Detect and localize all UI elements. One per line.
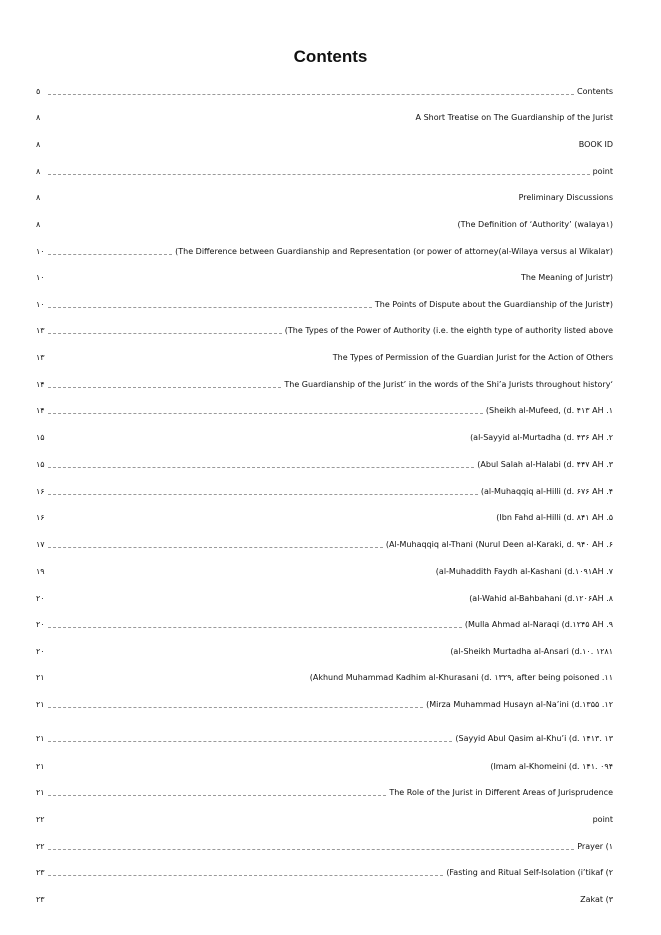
toc-entry[interactable] bbox=[36, 485, 613, 497]
toc-entry-title: (Al-Muhaqqiq al-Thani (Nurul Deen al-Karaki, d. ٩۴٠ AH .۶ bbox=[385, 540, 613, 549]
toc-entry-title: A Short Treatise on The Guardianship of the Jurist bbox=[415, 113, 613, 122]
toc-page-number: ٢١ bbox=[36, 673, 45, 682]
toc-page-number: ١۶ bbox=[36, 513, 45, 522]
toc-entry-title: (Imam al-Khomeini (d. ١۴٠٩ .١۴ bbox=[490, 762, 613, 771]
toc-entry-title: (Mirza Muhammad Husayn al-Na’ini (d.١٣۵۵ .١٢ bbox=[426, 700, 613, 709]
toc-entry-title: point bbox=[592, 815, 613, 824]
toc-page-number: ٥ bbox=[36, 87, 41, 96]
toc-entry-title: (al-Sayyid al-Murtadha (d. ۴٣۶ AH .٢ bbox=[470, 433, 613, 442]
dot-leader bbox=[48, 707, 423, 708]
dot-leader bbox=[48, 307, 372, 308]
toc-entry[interactable] bbox=[36, 271, 613, 283]
toc-entry-title: (Sayyid Abul Qasim al-Khu’i (d. ١۴١٣ .١٣ bbox=[455, 734, 613, 743]
toc-page-number: ٨ bbox=[36, 220, 41, 229]
dot-leader bbox=[48, 94, 574, 95]
toc-entry[interactable] bbox=[36, 191, 613, 203]
toc-entry-title: (Fasting and Ritual Self-Isolation (i’tikaf (٢ bbox=[446, 868, 613, 877]
toc-page-number: ١٠ bbox=[36, 247, 45, 256]
toc-entry-title: (The Types of the Power of Authority (i.e. the eighth type of authority listed above bbox=[284, 326, 613, 335]
toc-page-number: ١۶ bbox=[36, 487, 45, 496]
toc-page-number: ٢١ bbox=[36, 788, 45, 797]
toc-entry[interactable] bbox=[36, 592, 613, 604]
toc-page-number: ٢١ bbox=[36, 762, 45, 771]
toc-entry[interactable] bbox=[36, 698, 613, 710]
dot-leader bbox=[48, 413, 483, 414]
toc-entry[interactable] bbox=[36, 324, 613, 336]
toc-entry-title: (Ibn Fahd al-Hilli (d. ٨۴١ AH .۵ bbox=[496, 513, 613, 522]
toc-page-number: ١٣ bbox=[36, 353, 45, 362]
toc-entry-title: The Guardianship of the Jurist’ in the words of the Shi’a Jurists throughout history‘ bbox=[284, 380, 613, 389]
toc-page-number: ٢٣ bbox=[36, 895, 45, 904]
table-of-contents bbox=[36, 0, 613, 935]
toc-entry-title: Preliminary Discussions bbox=[518, 193, 613, 202]
toc-entry-title: The Role of the Jurist in Different Areas of Jurisprudence bbox=[389, 788, 613, 797]
toc-entry[interactable] bbox=[36, 431, 613, 443]
toc-entry-title: Prayer (١ bbox=[577, 842, 613, 851]
toc-entry-title: The Types of Permission of the Guardian Jurist for the Action of Others bbox=[332, 353, 613, 362]
toc-entry-title: (Akhund Muhammad Kadhim al-Khurasani (d. ١٣٢٩, after being poisoned .١١ bbox=[309, 673, 613, 682]
toc-entry[interactable] bbox=[36, 218, 613, 230]
dot-leader bbox=[48, 387, 281, 388]
toc-entry-title: (The Definition of ‘Authority’ (walaya‏(١ bbox=[457, 220, 613, 229]
toc-page-number: ١۵ bbox=[36, 460, 45, 469]
toc-page-number: ٢٠ bbox=[36, 620, 45, 629]
toc-entry-title: (The Difference between Guardianship and Representation (or power of attorney‏(al-Wilaya versus al Wikala‏(٢ bbox=[175, 247, 613, 256]
toc-page-number: ١٧ bbox=[36, 540, 45, 549]
toc-entry[interactable] bbox=[36, 245, 613, 257]
toc-entry-title: (Mulla Ahmad al-Naraqi (d.١٢۴۵ AH .٩ bbox=[464, 620, 613, 629]
toc-entry[interactable] bbox=[36, 732, 613, 744]
toc-entry-title: (al-Wahid al-Bahbahani (d.١٢٠۶AH .٨ bbox=[469, 594, 613, 603]
toc-page-number: ٢٠ bbox=[36, 647, 45, 656]
toc-page-number: ١۵ bbox=[36, 433, 45, 442]
toc-entry-title: The Points of Dispute about the Guardianship of the Jurist‏(۴ bbox=[374, 300, 613, 309]
toc-entry[interactable] bbox=[36, 893, 613, 905]
toc-entry[interactable] bbox=[36, 111, 613, 123]
toc-entry[interactable] bbox=[36, 138, 613, 150]
toc-entry[interactable] bbox=[36, 813, 613, 825]
toc-page-number: ٢٢ bbox=[36, 815, 45, 824]
toc-page-number: ١٠ bbox=[36, 273, 45, 282]
dot-leader bbox=[48, 467, 474, 468]
dot-leader bbox=[48, 627, 462, 628]
toc-entry[interactable] bbox=[36, 458, 613, 470]
dot-leader bbox=[48, 254, 172, 255]
toc-page-number: ٨ bbox=[36, 193, 41, 202]
toc-entry-title: (Sheikh al-Mufeed, (d. ۴١٣ AH .١ bbox=[485, 406, 613, 415]
dot-leader bbox=[48, 547, 383, 548]
toc-entry[interactable] bbox=[36, 404, 613, 416]
dot-leader bbox=[48, 333, 282, 334]
toc-page-number: ٨ bbox=[36, 113, 41, 122]
toc-entry[interactable] bbox=[36, 840, 613, 852]
toc-entry[interactable] bbox=[36, 565, 613, 577]
toc-entry[interactable] bbox=[36, 378, 613, 390]
toc-entry[interactable] bbox=[36, 645, 613, 657]
toc-page-number: ٢٠ bbox=[36, 594, 45, 603]
toc-page-number: ١٩ bbox=[36, 567, 45, 576]
toc-entry[interactable] bbox=[36, 671, 613, 683]
toc-entry-title: Zakat (٣ bbox=[580, 895, 613, 904]
toc-page-number: ٨ bbox=[36, 140, 41, 149]
toc-entry-title: The Meaning of Jurist‏(٣ bbox=[520, 273, 613, 282]
toc-page-number: ٢٣ bbox=[36, 868, 45, 877]
toc-page-number: ٨ bbox=[36, 167, 41, 176]
toc-page-number: ١۴ bbox=[36, 406, 45, 415]
toc-entry[interactable] bbox=[36, 85, 613, 97]
toc-entry[interactable] bbox=[36, 538, 613, 550]
toc-entry[interactable] bbox=[36, 511, 613, 523]
dot-leader bbox=[48, 174, 590, 175]
dot-leader bbox=[48, 795, 386, 796]
toc-entry-title: point bbox=[592, 167, 613, 176]
dot-leader bbox=[48, 741, 452, 742]
toc-entry-title: BOOK ID bbox=[578, 140, 613, 149]
dot-leader bbox=[48, 494, 478, 495]
toc-entry[interactable] bbox=[36, 351, 613, 363]
toc-page-number: ١٠ bbox=[36, 300, 45, 309]
toc-page-number: ١۴ bbox=[36, 380, 45, 389]
toc-page-number: ١٣ bbox=[36, 326, 45, 335]
page-title: Contents bbox=[293, 47, 368, 66]
toc-entry[interactable] bbox=[36, 786, 613, 798]
toc-page-number: ٢١ bbox=[36, 734, 45, 743]
toc-entry[interactable] bbox=[36, 760, 613, 772]
toc-entry[interactable] bbox=[36, 165, 613, 177]
toc-entry[interactable] bbox=[36, 298, 613, 310]
toc-entry[interactable] bbox=[36, 866, 613, 878]
toc-entry-title: (al-Muhaddith Faydh al-Kashani (d.١٠٩١AH .٧ bbox=[435, 567, 613, 576]
toc-entry-title: (Abul Salah al-Halabi (d. ۴۴٧ AH .٣ bbox=[477, 460, 613, 469]
dot-leader bbox=[48, 875, 443, 876]
toc-page-number: ٢١ bbox=[36, 700, 45, 709]
toc-entry-title: (al-Muhaqqiq al-Hilli (d. ۶٧۶ AH .۴ bbox=[480, 487, 613, 496]
dot-leader bbox=[48, 849, 574, 850]
toc-entry-title: Contents bbox=[577, 87, 613, 96]
toc-entry[interactable] bbox=[36, 618, 613, 630]
toc-entry-title: (al-Sheikh Murtadha al-Ansari (d.١٢٨١ .١٠ bbox=[450, 647, 613, 656]
toc-page-number: ٢٢ bbox=[36, 842, 45, 851]
